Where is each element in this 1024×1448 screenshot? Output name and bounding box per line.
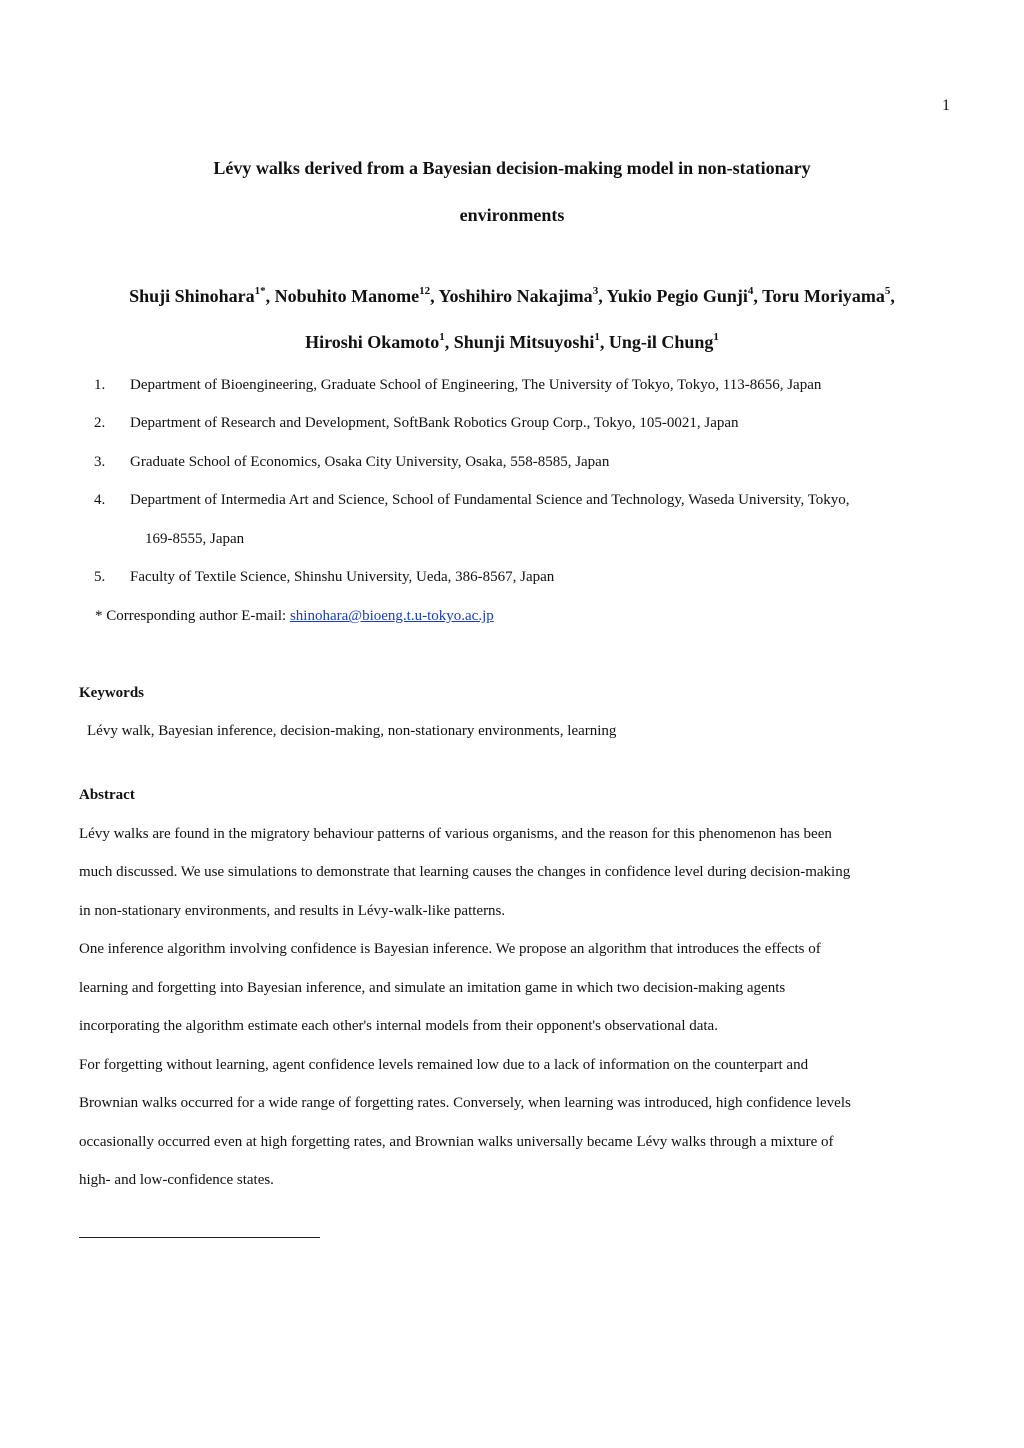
authors-line-2: Hiroshi Okamoto$^1$, Shunji Mitsuyoshi$^1$, Ung-il Chung$^1$ xyxy=(305,331,719,352)
author: Ung-il Chung$^1$ xyxy=(608,331,719,352)
author: Toru Moriyama$^5$ xyxy=(762,285,891,306)
abstract-line: Brownian walks occurred for a wide range of forgetting rates. Conversely, when learning was introduced, high confidence levels xyxy=(79,1095,851,1111)
abstract-line: One inference algorithm involving confidence is Bayesian inference. We propose an algorithm that introduces the effects of xyxy=(79,941,821,957)
abstract-line: occasionally occurred even at high forgetting rates, and Brownian walks universally became Lévy walks through a mixture of xyxy=(79,1134,834,1150)
affiliation-number: 5. xyxy=(94,569,106,585)
abstract-line: high- and low-confidence states. xyxy=(79,1172,274,1188)
author: Nobuhito Manome$^{12}$ xyxy=(274,285,431,306)
abstract-line: For forgetting without learning, agent confidence levels remained low due to a lack of information on the counterpart and xyxy=(79,1057,809,1073)
footnote-separator xyxy=(79,1237,320,1238)
corresponding-author-label: * Corresponding author E-mail: xyxy=(95,608,290,624)
abstract-line: much discussed. We use simulations to demonstrate that learning causes the changes in confidence level during decision-making xyxy=(79,864,851,880)
affiliation-text: Graduate School of Economics, Osaka City University, Osaka, 558-8585, Japan xyxy=(130,454,610,470)
authors-line-1: Shuji Shinohara$^{1*}$, Nobuhito Manome$^{12}$, Yoshihiro Nakajima$^3$, Yukio Pegio Gunji$^4$, Toru Moriyama$^5$, xyxy=(129,285,895,306)
author: Shuji Shinohara$^{1*}$ xyxy=(129,285,266,306)
author: Shunji Mitsuyoshi$^1$ xyxy=(453,331,600,352)
author: Hiroshi Okamoto$^1$ xyxy=(305,331,445,352)
affiliation-text-continued: 169-8555, Japan xyxy=(145,531,245,547)
abstract-line: Lévy walks are found in the migratory behaviour patterns of various organisms, and the reason for this phenomenon has been xyxy=(79,826,832,842)
affiliation-text: Department of Bioengineering, Graduate School of Engineering, The University of Tokyo, Tokyo, 113-8656, Japan xyxy=(130,377,822,393)
page-number: 1 xyxy=(942,97,950,114)
keywords-text: Lévy walk, Bayesian inference, decision-making, non-stationary environments, learning xyxy=(87,723,617,739)
paper-title-line-2: environments xyxy=(459,205,565,225)
corresponding-author xyxy=(95,608,494,625)
keywords-heading: Keywords xyxy=(79,685,144,701)
author: Yoshihiro Nakajima$^3$ xyxy=(438,285,599,306)
affiliation-number: 1. xyxy=(94,377,106,393)
affiliation-number: 3. xyxy=(94,454,106,470)
affiliation-text: Department of Intermedia Art and Science, School of Fundamental Science and Technology, Waseda University, Tokyo, xyxy=(130,492,850,508)
affiliation-number: 4. xyxy=(94,492,106,508)
affiliation-text: Department of Research and Development, SoftBank Robotics Group Corp., Tokyo, 105-0021, Japan xyxy=(130,415,739,431)
corresponding-email-link[interactable]: shinohara@bioeng.t.u-tokyo.ac.jp xyxy=(289,608,494,624)
author: Yukio Pegio Gunji$^4$ xyxy=(606,285,754,306)
abstract-line: in non-stationary environments, and results in Lévy-walk-like patterns. xyxy=(79,903,506,919)
abstract-line: learning and forgetting into Bayesian inference, and simulate an imitation game in which two decision-making agents xyxy=(79,980,786,996)
abstract-line: incorporating the algorithm estimate each other's internal models from their opponent's observational data. xyxy=(79,1018,718,1034)
affiliation-text: Faculty of Textile Science, Shinshu University, Ueda, 386-8567, Japan xyxy=(130,569,555,585)
paper-title-line-1: Lévy walks derived from a Bayesian decision-making model in non-stationary xyxy=(213,158,811,178)
abstract-heading: Abstract xyxy=(79,787,135,803)
affiliation-number: 2. xyxy=(94,415,106,431)
